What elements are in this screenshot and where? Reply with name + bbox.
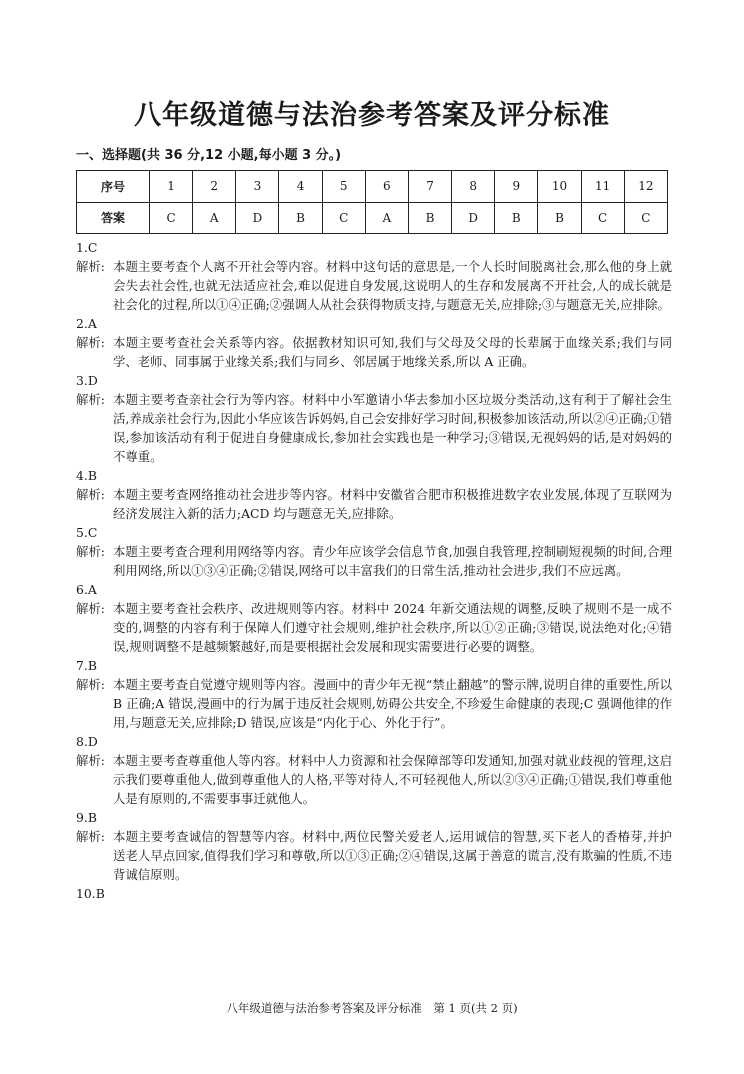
table-cell-answer: A bbox=[193, 202, 236, 234]
explanation bbox=[76, 333, 672, 371]
page-footer: 八年级道德与法治参考答案及评分标准 第 1 页(共 2 页) bbox=[226, 1001, 518, 1015]
table-cell-answer: A bbox=[365, 202, 408, 234]
question-number: 1.C bbox=[76, 240, 98, 255]
explanation-label: 解析: bbox=[76, 392, 105, 407]
question-block bbox=[76, 314, 672, 371]
explanation-label: 解析: bbox=[76, 677, 105, 692]
section-heading-multiple-choice: 一、选择题(共 36 分,12 小题,每小题 3 分。) bbox=[76, 148, 342, 163]
table-cell-number: 1 bbox=[150, 171, 193, 203]
question-number: 6.A bbox=[76, 582, 97, 597]
table-cell-number: 11 bbox=[581, 171, 624, 203]
question-number: 3.D bbox=[76, 373, 98, 388]
page-title: 八年级道德与法治参考答案及评分标准 bbox=[134, 100, 610, 131]
question-block bbox=[76, 371, 672, 466]
table-cell-number: 3 bbox=[236, 171, 279, 203]
question-block bbox=[76, 466, 672, 523]
explanation bbox=[76, 751, 672, 808]
explanation-text: 本题主要考查自觉遵守规则等内容。漫画中的青少年无视“禁止翻越”的警示牌,说明自律的重要性,所以 B 正确;A 错误,漫画中的行为属于违反社会规则,妨碍公共安全,不珍爱生命健康的表现;C 强调他律的作用,与题意无关,应排除;D 错误,应该是“内化于心、外化于行”。 bbox=[113, 677, 672, 730]
explanation bbox=[76, 257, 672, 314]
explanation-label: 解析: bbox=[76, 487, 105, 502]
table-cell-answer: D bbox=[236, 202, 279, 234]
explanation-label: 解析: bbox=[76, 335, 105, 350]
explanation-label: 解析: bbox=[76, 601, 105, 616]
answer-table bbox=[76, 170, 668, 234]
answer-table-number-row bbox=[77, 171, 668, 203]
explanation-label: 解析: bbox=[76, 829, 105, 844]
question-number: 5.C bbox=[76, 525, 98, 540]
explanation-text: 本题主要考查个人离不开社会等内容。材料中这句话的意思是,一个人长时间脱离社会,那么他的身上就会失去社会性,也就无法适应社会,难以促进自身发展,这说明人的生存和发展离不开社会,人的成长就是社会化的过程,所以①④正确;②强调人从社会获得物质支持,与题意无关,应排除;③与题意无关,应排除。 bbox=[113, 259, 672, 312]
table-cell-number: 5 bbox=[322, 171, 365, 203]
question-block bbox=[76, 732, 672, 808]
explanation-text: 本题主要考查诚信的智慧等内容。材料中,两位民警关爱老人,运用诚信的智慧,买下老人的香椿芽,并护送老人早点回家,值得我们学习和尊敬,所以①③正确;②④错误,这属于善意的谎言,没有欺骗的性质,不违背诚信原则。 bbox=[113, 829, 672, 882]
question-block bbox=[76, 656, 672, 732]
table-cell-answer: D bbox=[452, 202, 495, 234]
table-cell-answer: C bbox=[322, 202, 365, 234]
answer-table-answer-row bbox=[77, 202, 668, 234]
explanation-label: 解析: bbox=[76, 544, 105, 559]
explanation-text: 本题主要考查网络推动社会进步等内容。材料中安徽省合肥市积极推进数字农业发展,体现了互联网为经济发展注入新的活力;ACD 均与题意无关,应排除。 bbox=[113, 487, 672, 521]
explanation bbox=[76, 827, 672, 884]
question-block bbox=[76, 808, 672, 884]
question-number: 9.B bbox=[76, 810, 97, 825]
table-cell-number: 8 bbox=[452, 171, 495, 203]
explanations bbox=[76, 238, 672, 903]
explanation-text: 本题主要考查社会关系等内容。依据教材知识可知,我们与父母及父母的长辈属于血缘关系;我们与同学、老师、同事属于业缘关系;我们与同乡、邻居属于地缘关系,所以 A 正确。 bbox=[113, 335, 672, 369]
explanation-text: 本题主要考查亲社会行为等内容。材料中小军邀请小华去参加小区垃圾分类活动,这有利于了解社会生活,养成亲社会行为,因此小华应该告诉妈妈,自己会安排好学习时间,积极参加该活动,所以②④正确;①错误,参加该活动有利于促进自身健康成长,参加社会实践也是一种学习;③错误,无视妈妈的话,是对妈妈的不尊重。 bbox=[113, 392, 672, 464]
question-block bbox=[76, 238, 672, 314]
explanation bbox=[76, 675, 672, 732]
explanation bbox=[76, 542, 672, 580]
question-number: 7.B bbox=[76, 658, 97, 673]
table-row-label-number: 序号 bbox=[77, 171, 150, 203]
table-cell-answer: C bbox=[624, 202, 667, 234]
explanation bbox=[76, 599, 672, 656]
explanation-text: 本题主要考查合理利用网络等内容。青少年应该学会信息节食,加强自我管理,控制刷短视频的时间,合理利用网络,所以①③④正确;②错误,网络可以丰富我们的日常生活,推动社会进步,我们不应远离。 bbox=[113, 544, 672, 578]
table-cell-number: 7 bbox=[408, 171, 451, 203]
explanation-text: 本题主要考查社会秩序、改进规则等内容。材料中 2024 年新交通法规的调整,反映了规则不是一成不变的,调整的内容有利于保障人们遵守社会规则,维护社会秩序,所以①②正确;③错误,说法绝对化;④错误,规则调整不是越频繁越好,而是要根据社会发展和现实需要进行必要的调整。 bbox=[113, 601, 672, 654]
explanation bbox=[76, 390, 672, 466]
table-cell-answer: B bbox=[495, 202, 538, 234]
question-block bbox=[76, 523, 672, 580]
table-cell-number: 6 bbox=[365, 171, 408, 203]
explanation-text: 本题主要考查尊重他人等内容。材料中人力资源和社会保障部等印发通知,加强对就业歧视的管理,这启示我们要尊重他人,做到尊重他人的人格,平等对待人,不可轻视他人,所以②③④正确;①错误,我们尊重他人是有原则的,不需要事事迁就他人。 bbox=[113, 753, 672, 806]
table-cell-number: 10 bbox=[538, 171, 581, 203]
table-cell-answer: B bbox=[279, 202, 322, 234]
table-row-label-answer: 答案 bbox=[77, 202, 150, 234]
explanation bbox=[76, 485, 672, 523]
table-cell-answer: B bbox=[538, 202, 581, 234]
question-block bbox=[76, 580, 672, 656]
explanation-label: 解析: bbox=[76, 259, 105, 274]
question-number: 10.B bbox=[76, 886, 105, 901]
table-cell-answer: B bbox=[408, 202, 451, 234]
table-cell-number: 9 bbox=[495, 171, 538, 203]
table-cell-number: 4 bbox=[279, 171, 322, 203]
table-cell-answer: C bbox=[150, 202, 193, 234]
question-number: 8.D bbox=[76, 734, 98, 749]
table-cell-number: 12 bbox=[624, 171, 667, 203]
question-number: 4.B bbox=[76, 468, 97, 483]
question-number: 2.A bbox=[76, 316, 97, 331]
explanation-label: 解析: bbox=[76, 753, 105, 768]
table-cell-answer: C bbox=[581, 202, 624, 234]
table-cell-number: 2 bbox=[193, 171, 236, 203]
